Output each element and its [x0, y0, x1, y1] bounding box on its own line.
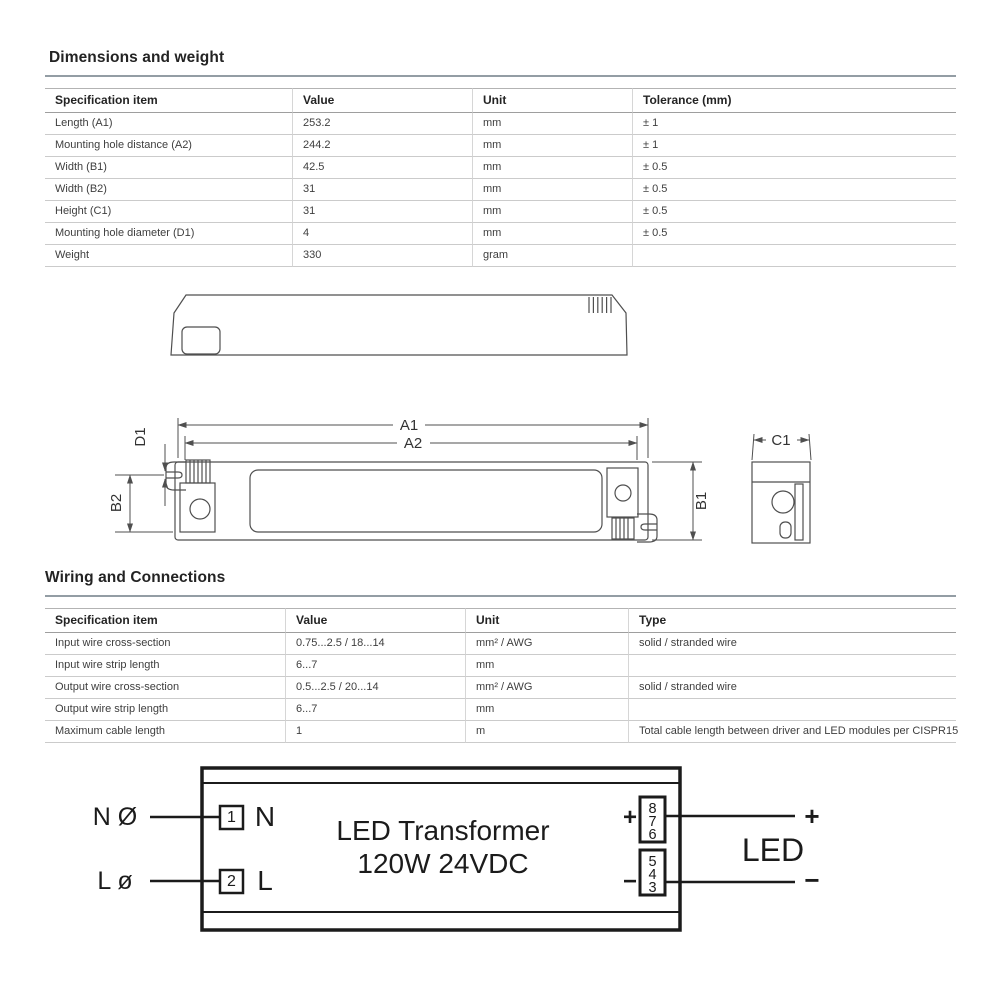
- terminal-8: 8: [648, 801, 657, 817]
- label-area: [182, 327, 220, 354]
- column-header-tolerance: Tolerance (mm): [632, 88, 956, 113]
- terminal-6: 6: [648, 827, 657, 843]
- cell-tolerance: ± 0.5: [632, 179, 956, 201]
- mounting-hole-left: [190, 499, 210, 519]
- housing-top-outline: [175, 462, 648, 540]
- led-label: LED: [741, 832, 805, 868]
- cell-unit: mm² / AWG: [465, 677, 628, 699]
- cell-value: 6...7: [285, 699, 465, 721]
- cell-tolerance: ± 0.5: [632, 201, 956, 223]
- cell-spec-item: Maximum cable length: [45, 721, 285, 743]
- dim-label-b2: B2: [108, 493, 125, 513]
- section-heading-wiring: Wiring and Connections: [45, 569, 226, 586]
- cell-value: 253.2: [292, 113, 472, 135]
- column-header-value: Value: [285, 608, 465, 633]
- cell-unit: gram: [472, 245, 632, 267]
- output-plus-sign: +: [622, 804, 638, 831]
- cell-tolerance: [632, 245, 956, 267]
- terminal-5: 5: [648, 854, 657, 870]
- cell-value: 6...7: [285, 655, 465, 677]
- mounting-slot-left-channel: [166, 472, 182, 478]
- mains-l-label: L ø: [97, 867, 133, 895]
- terminal-n-label: N: [254, 801, 276, 832]
- section-divider-2: [45, 595, 956, 597]
- dim-label-a1: A1: [399, 417, 419, 434]
- cell-spec-item: Mounting hole diameter (D1): [45, 223, 292, 245]
- cell-unit: mm: [472, 201, 632, 223]
- column-header-spec: Specification item: [45, 608, 285, 633]
- cell-unit: mm: [465, 655, 628, 677]
- output-minus-sign: −: [622, 868, 638, 895]
- end-view-flange: [795, 484, 803, 540]
- dim-label-c1: C1: [771, 432, 791, 449]
- driver-side-view-drawing: [160, 283, 660, 368]
- dim-label-a2: A2: [403, 435, 423, 452]
- cell-spec-item: Input wire strip length: [45, 655, 285, 677]
- dimensions-table: [45, 88, 956, 267]
- cell-type: Total cable length between driver and LED modules per CISPR15: [628, 721, 956, 743]
- vent-hatch-left: [186, 460, 210, 483]
- cell-tolerance: ± 1: [632, 113, 956, 135]
- cell-unit: mm: [472, 135, 632, 157]
- cell-unit: mm: [472, 179, 632, 201]
- mains-n-label: N Ø: [92, 803, 138, 831]
- dim-label-d1: D1: [132, 427, 149, 447]
- cell-spec-item: Height (C1): [45, 201, 292, 223]
- housing-outline: [171, 295, 627, 355]
- column-header-type: Type: [628, 608, 956, 633]
- terminal-3: 3: [648, 880, 657, 896]
- end-view-outline: [752, 462, 810, 543]
- vent-slots: [589, 297, 611, 313]
- cell-spec-item: Output wire strip length: [45, 699, 285, 721]
- terminal-1-number: 1: [227, 809, 236, 826]
- cell-type: solid / stranded wire: [628, 633, 956, 655]
- cell-spec-item: Mounting hole distance (A2): [45, 135, 292, 157]
- cell-tolerance: ± 0.5: [632, 157, 956, 179]
- column-header-value: Value: [292, 88, 472, 113]
- cell-value: 31: [292, 201, 472, 223]
- cell-value: 0.5...2.5 / 20...14: [285, 677, 465, 699]
- cell-type: solid / stranded wire: [628, 677, 956, 699]
- cell-unit: mm² / AWG: [465, 633, 628, 655]
- cell-spec-item: Input wire cross-section: [45, 633, 285, 655]
- driver-dimension-drawing: [100, 410, 860, 560]
- column-header-spec: Specification item: [45, 88, 292, 113]
- cell-tolerance: ± 0.5: [632, 223, 956, 245]
- mounting-slot-right-channel: [641, 524, 657, 530]
- cell-spec-item: Output wire cross-section: [45, 677, 285, 699]
- end-view-wire-hole: [772, 491, 794, 513]
- cell-spec-item: Width (B2): [45, 179, 292, 201]
- column-header-unit: Unit: [472, 88, 632, 113]
- column-header-unit: Unit: [465, 608, 628, 633]
- wiring-diagram: [80, 760, 840, 940]
- cell-value: 31: [292, 179, 472, 201]
- cell-type: [628, 699, 956, 721]
- cell-tolerance: ± 1: [632, 135, 956, 157]
- cell-value: 1: [285, 721, 465, 743]
- cell-spec-item: Length (A1): [45, 113, 292, 135]
- section-divider-1: [45, 75, 956, 77]
- vent-hatch-right: [612, 518, 634, 539]
- cell-unit: m: [465, 721, 628, 743]
- end-view-tab: [780, 522, 791, 538]
- cell-value: 4: [292, 223, 472, 245]
- mounting-block-right: [607, 468, 638, 517]
- housing-lid: [250, 470, 602, 532]
- cell-value: 42.5: [292, 157, 472, 179]
- cell-spec-item: Width (B1): [45, 157, 292, 179]
- driver-end-view: [752, 462, 810, 543]
- transformer-title-line2: 120W 24VDC: [357, 848, 529, 879]
- cell-unit: mm: [472, 113, 632, 135]
- terminal-7: 7: [648, 814, 657, 830]
- dim-label-b1: B1: [693, 491, 710, 511]
- led-plus-sign: +: [804, 801, 820, 831]
- cell-unit: mm: [465, 699, 628, 721]
- section-heading-dimensions: Dimensions and weight: [49, 49, 225, 66]
- terminal-2-number: 2: [227, 873, 236, 890]
- cell-value: 330: [292, 245, 472, 267]
- mounting-slot-left: [166, 462, 186, 490]
- mounting-slot-right: [637, 514, 657, 542]
- terminal-l-label: L: [257, 865, 273, 896]
- terminal-4: 4: [648, 867, 657, 883]
- cell-unit: mm: [472, 223, 632, 245]
- mounting-hole-right: [615, 485, 631, 501]
- led-minus-sign: −: [804, 865, 820, 895]
- wiring-table: [45, 608, 959, 743]
- cell-unit: mm: [472, 157, 632, 179]
- cell-value: 0.75...2.5 / 18...14: [285, 633, 465, 655]
- cell-value: 244.2: [292, 135, 472, 157]
- cell-spec-item: Weight: [45, 245, 292, 267]
- cell-type: [628, 655, 956, 677]
- transformer-title-line1: LED Transformer: [336, 815, 550, 846]
